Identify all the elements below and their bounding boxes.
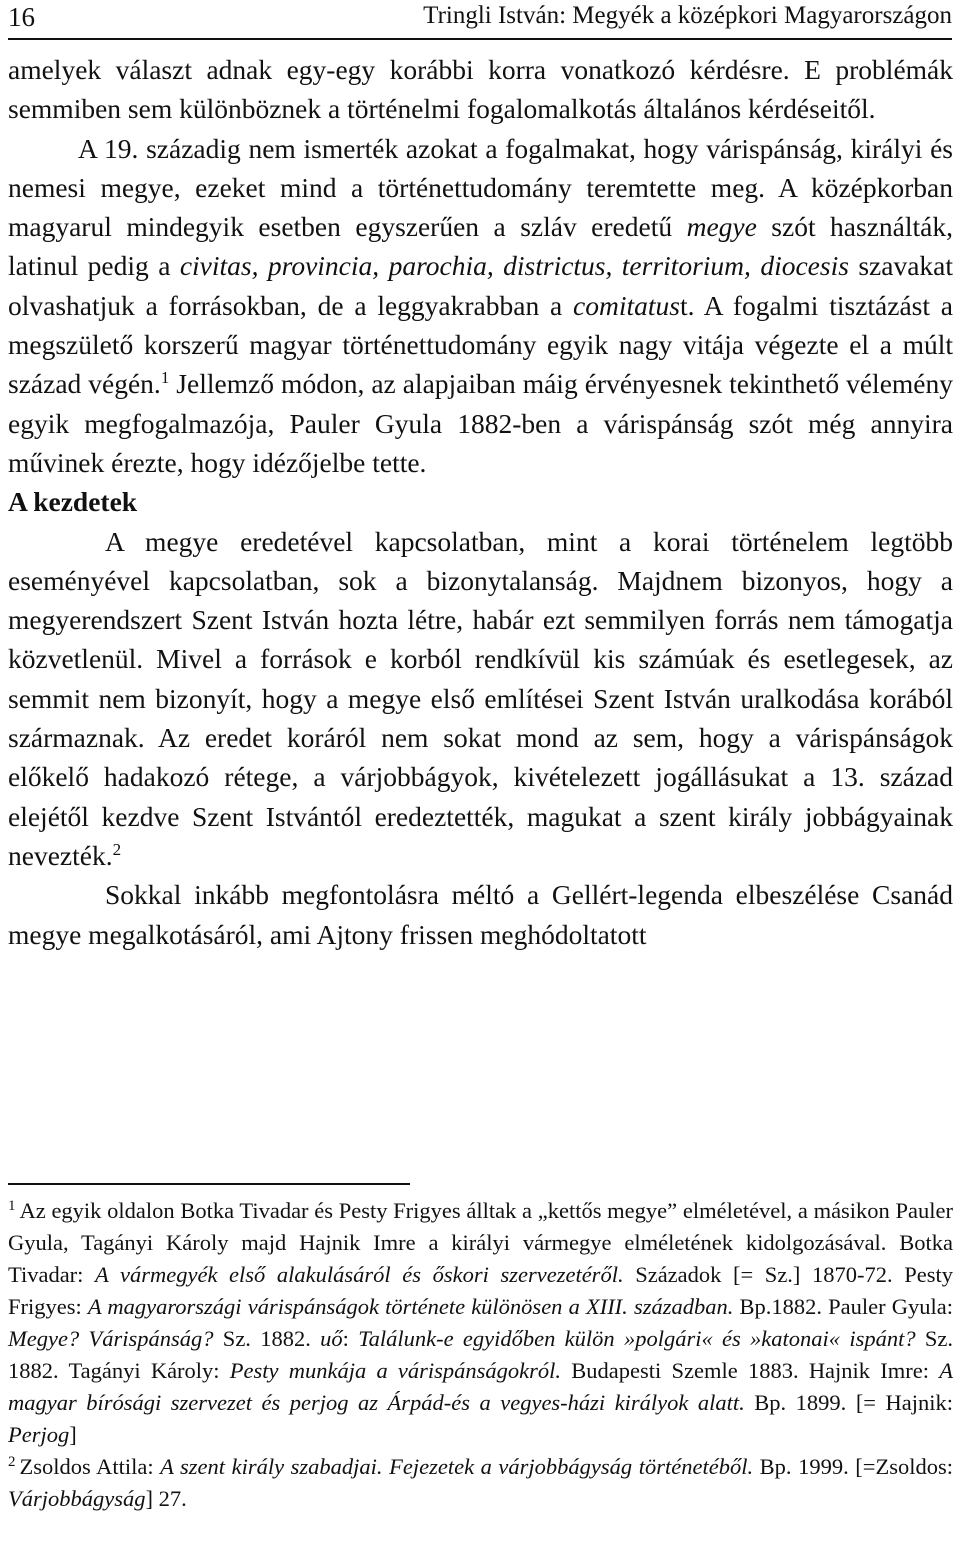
footnote-mark-1: 1 <box>8 1197 16 1214</box>
term-megye: megye <box>686 211 757 243</box>
footnote-separator <box>8 1183 410 1185</box>
footnote-2: $^2$ Zsoldos Attila: A szent király szabadjai. Fejezetek a várjobbágyság történetéből. Bp. 1999. [=Zsoldos: Várjobbágyság] 27. <box>8 1453 953 1511</box>
footnote-ref-2[interactable]: 2 <box>112 839 122 859</box>
body-text <box>8 50 953 954</box>
paragraph-3: A megye eredetével kapcsolatban, mint a korai történelem legtöbb eseményével kapcsolatban, sok a bizonytalanság. Majdnem bizonyos, hogy a megyerendszert Szent István hozta létre, habár ezt semmilyen forrás nem támogatja közvetlenül. Mivel a források e korból rendkívül kis számúak és esetlegesek, az semmit nem bizonyít, hogy a megye első említései Szent István uralkodása korából származnak. Az eredet koráról nem sokat mond az sem, hogy a várispánságok előkelő hadakozó rétege, a várjobbágyok, kivételezett jogállásukat a 13. század elejétől kezdve Szent Istvántól eredeztették, magukat a szent király jobbágyainak nevezték.$^2$ <box>8 525 953 871</box>
page-number: 16 <box>8 2 35 32</box>
running-title: Tringli István: Megyék a középkori Magyarországon <box>423 2 952 29</box>
section-heading: A kezdetek <box>8 486 138 518</box>
paragraph-4: Sokkal inkább megfontolásra méltó a Gellért-legenda elbeszélése Csanád megye megalkotásáról, ami Ajtony frissen meghódoltatott <box>8 879 953 950</box>
page-header <box>8 0 952 40</box>
paragraph-2: A 19. századig nem ismerték azokat a fogalmakat, hogy várispánság, királyi és nemesi megye, ezeket mind a történettudomány teremtette meg. A középkorban magyarul mindegyik esetben egyszerűen a szláv eredetű megye szót használták, latinul pedig a civitas, provincia, parochia, districtus, territorium, diocesis szavakat olvashatjuk a forrásokban, de a leggyakrabban a comitatust. A fogalmi tisztázást a megszülető korszerű magyar történettudomány egyik nagy vitája végezte el a múlt század végén.$^1$ Jellemző módon, az alapjaiban máig érvényesnek tekinthető vélemény egyik megfogalmazója, Pauler Gyula 1882-ben a várispánság szót még annyira művinek érezte, hogy idézőjelbe tette. <box>8 132 954 478</box>
footnote-1: $^1$ Az egyik oldalon Botka Tivadar és Pesty Frigyes álltak a „kettős megye” elméletével, a másikon Pauler Gyula, Tagányi Károly majd Hajnik Imre a királyi vármegye elméletének kidolgozásával. Botka Tivadar: A vármegyék első alakulásáról és őskori szervezetéről. Századok [= Sz.] 1870-72. Pesty Frigyes: A magyarországi várispánságok története különösen a XIII. században. Bp.1882. Pauler Gyula: Megye? Várispánság? Sz. 1882. uő: Találunk-e egyidőben külön »polgári« és »katonai« ispánt? Sz. 1882. Tagányi Károly: Pesty munkája a várispánságokról. Budapesti Szemle 1883. Hajnik Imre: A magyar bírósági szervezet és perjog az Árpád-és a vegyes-házi királyok alatt. Bp. 1899. [= Hajnik: Perjog] <box>8 1197 954 1447</box>
latin-terms: civitas, provincia, parochia, districtus, territorium, diocesis <box>179 250 849 282</box>
term-comitatus: comitatus <box>573 289 680 321</box>
footnote-mark-2: 2 <box>8 1453 16 1470</box>
paragraph-1: amelyek választ adnak egy-egy korábbi korra vonatkozó kérdésre. E problémák semmiben sem különböznek a történelmi fogalomalkotás általános kérdéseitől. <box>8 54 953 125</box>
footnotes <box>8 1195 953 1515</box>
footnote-ref-1[interactable]: 1 <box>160 368 170 388</box>
